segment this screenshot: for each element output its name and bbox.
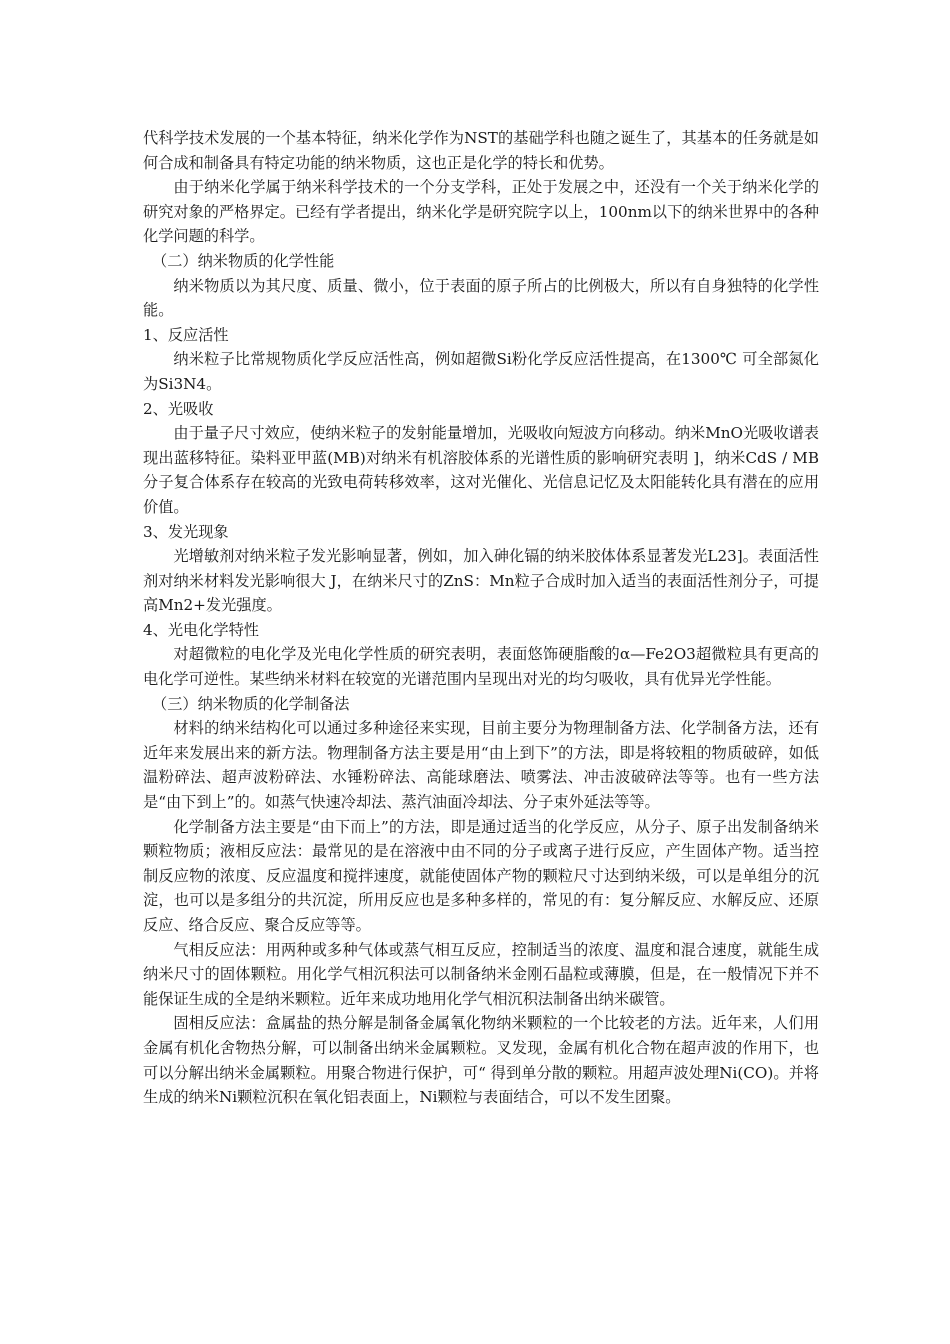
subsection-heading: 1、反应活性: [143, 325, 229, 344]
subsection-heading: 3、发光现象: [143, 522, 229, 541]
paragraph: 气相反应法：用两种或多种气体或蒸气相互反应，控制适当的浓度、温度和混合速度，就能生成纳米尺寸的固体颗粒。用化学气相沉积法可以制备纳米金刚石晶粒或薄膜，但是，在一般情况下并不能保证生成的全是纳米颗粒。近年来成功地用化学气相沉积法制备出纳米碳管。: [143, 940, 819, 1008]
section-heading: （二）纳米物质的化学性能: [152, 251, 335, 270]
paragraph: 光增敏剂对纳米粒子发光影响显著，例如，加入砷化镉的纳米胶体体系显著发光L23]。表面活性剂对纳米材料发光影响很大 J，在纳米尺寸的ZnS：Mn粒子合成时加入适当的表面活性剂分子，可提高Mn2+发光强度。: [143, 547, 819, 615]
paragraph: 化学制备方法主要是“由下而上”的方法，即是通过适当的化学反应，从分子、原子出发制备纳米颗粒物质；液相反应法：最常见的是在溶液中由不同的分子或离子进行反应，产生固体产物。适当控制反应物的浓度、反应温度和搅拌速度，就能使固体产物的颗粒尺寸达到纳米级，可以是单组分的沉淀，也可以是多组分的共沉淀，所用反应也是多种多样的，常见的有：复分解反应、水解反应、还原反应、络合反应、聚合反应等等。: [143, 817, 819, 934]
paragraph: 纳米粒子比常规物质化学反应活性高，例如超微Si粉化学反应活性提高，在1300℃ 可全部氮化为Si3N4。: [143, 350, 819, 393]
paragraph: 由于纳米化学属于纳米科学技术的一个分支学科，正处于发展之中，还没有一个关于纳米化学的研究对象的严格界定。已经有学者提出，纳米化学是研究院字以上，100nm以下的纳米世界中的各种化学问题的科学。: [143, 178, 819, 246]
paragraph: 由于量子尺寸效应，使纳米粒子的发射能量增加，光吸收向短波方向移动。纳米MnO光吸收谱表现出蓝移特征。染料亚甲蓝(MB)对纳米有机溶胶体系的光谱性质的影响研究表明 ]，纳米CdS / MB分子复合体系存在较高的光致电荷转移效率，这对光催化、光信息记忆及太阳能转化具有潜在的应用价值。: [143, 424, 819, 516]
subsection-heading: 2、光吸收: [143, 399, 214, 418]
paragraph: 对超微粒的电化学及光电化学性质的研究表明，表面悠饰硬脂酸的α—Fe2O3超微粒具有更高的电化学可逆性。某些纳米材料在较宽的光谱范围内呈现出对光的均匀吸收，具有优异光学性能。: [143, 645, 819, 689]
paragraph: 代科学技术发展的一个基本特征，纳米化学作为NST的基础学科也随之诞生了，其基本的任务就是如何合成和制备具有特定功能的纳米物质，这也正是化学的特长和优势。: [143, 129, 819, 172]
paragraph: 材料的纳米结构化可以通过多种途径来实现，目前主要分为物理制备方法、化学制备方法，还有近年来发展出来的新方法。物理制备方法主要是用“由上到下”的方法，即是将较粗的物质破碎，如低温粉碎法、超声波粉碎法、水锤粉碎法、高能球磨法、喷雾法、冲击波破碎法等等。也有一些方法是“由下到上”的。如蒸气快速冷却法、蒸汽油面冷却法、分子束外延法等等。: [143, 719, 819, 812]
paragraph: 纳米物质以为其尺度、质量、微小，位于表面的原子所占的比例极大，所以有自身独特的化学性能。: [143, 276, 819, 320]
paragraph: 固相反应法：盒属盐的热分解是制备金属氧化物纳米颗粒的一个比较老的方法。近年来，人们用金属有机化舍物热分解，可以制备出纳米金属颗粒。叉发现，金属有机化合物在超声波的作用下，也可以分解出纳米金属颗粒。用聚合物进行保护，可“ 得到单分散的颗粒。用超声波处理Ni(CO)。并将生成的纳米Ni颗粒沉积在氧化铝表面上，Ni颗粒与表面结合，可以不发生团聚。: [143, 1014, 819, 1107]
section-heading: （三）纳米物质的化学制备法: [152, 694, 350, 713]
subsection-heading: 4、光电化学特性: [143, 620, 259, 639]
